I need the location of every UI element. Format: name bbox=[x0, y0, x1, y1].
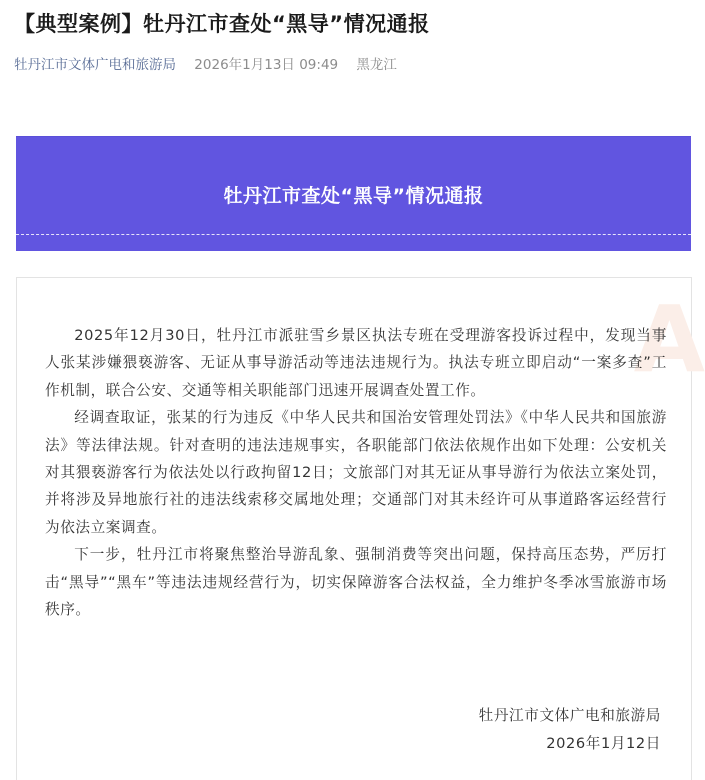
header-banner bbox=[16, 136, 691, 251]
article-meta bbox=[14, 53, 411, 73]
article-title: 【典型案例】牡丹江市查处“黑导”情况通报 bbox=[14, 12, 430, 36]
publish-location: 黑龙江 bbox=[356, 57, 397, 73]
signature-date: 2026年1月12日 bbox=[546, 735, 661, 752]
paragraph-1: 2025年12月30日，牡丹江市派驻雪乡景区执法专班在受理游客投诉过程中，发现当事人张某涉嫌猥亵游客、无证从事导游活动等违法违规行为。执法专班立即启动“一案多查”工作机制，联合公安、交通等相关职能部门迅速开展调查处置工作。 bbox=[45, 327, 667, 399]
account-name-link[interactable]: 牡丹江市文体广电和旅游局 bbox=[14, 57, 176, 73]
banner-title: 牡丹江市查处“黑导”情况通报 bbox=[223, 185, 484, 207]
article-body bbox=[45, 322, 667, 623]
paragraph-2: 经调查取证，张某的行为违反《中华人民共和国治安管理处罚法》《中华人民共和国旅游法》等法律法规。针对查明的违法违规事实，各职能部门依法依规作出如下处理：公安机关对其猥亵游客行为依法处以行政拘留12日；文旅部门对其无证从事导游行为依法立案处罚，并将涉及异地旅行社的违法线索移交属地处理；交通部门对其未经许可从事道路客运经营行为依法立案调查。 bbox=[45, 409, 667, 536]
paragraph-3: 下一步，牡丹江市将聚焦整治导游乱象、强制消费等突出问题，保持高压态势，严厉打击“黑导”“黑车”等违法违规经营行为，切实保障游客合法权益，全力维护冬季冰雪旅游市场秩序。 bbox=[45, 546, 667, 619]
signature-organization: 牡丹江市文体广电和旅游局 bbox=[478, 707, 661, 724]
publish-time: 2026年1月13日 09:49 bbox=[194, 57, 339, 73]
banner-dashed-divider bbox=[16, 234, 691, 235]
watermark-letter: A bbox=[633, 286, 705, 393]
content-card bbox=[16, 277, 705, 780]
